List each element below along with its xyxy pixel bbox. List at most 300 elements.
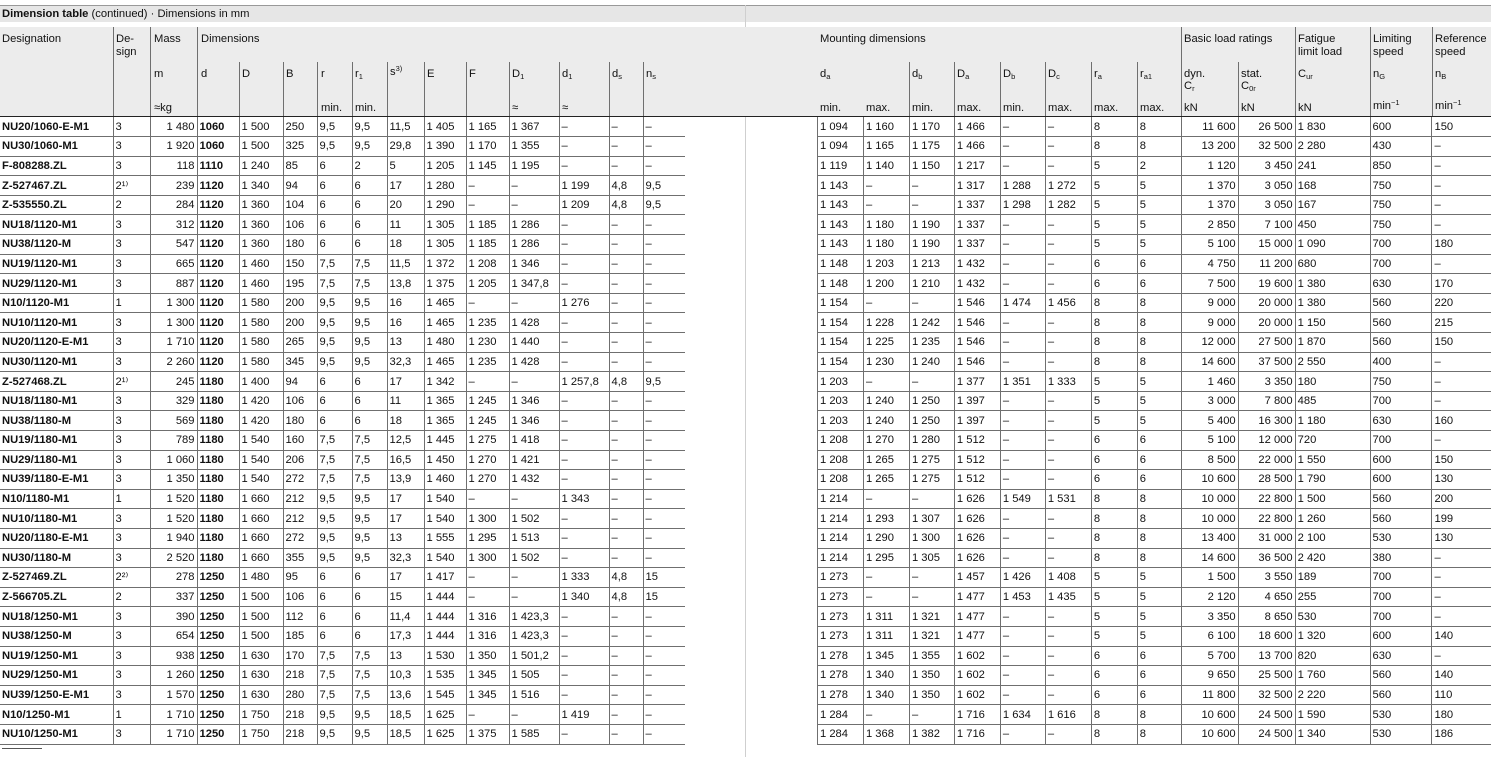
cell-F: 1 185 bbox=[466, 215, 509, 235]
cell-ng: 600 bbox=[1370, 117, 1432, 137]
cell-ds: 4,8 bbox=[609, 568, 643, 588]
cell-Db-min: 1 351 bbox=[1000, 372, 1045, 392]
table-row bbox=[0, 548, 685, 568]
table-row bbox=[0, 293, 685, 313]
cell-mass: 118 bbox=[150, 156, 197, 176]
cell-ng: 560 bbox=[1370, 489, 1432, 509]
cell-design: 3 bbox=[113, 352, 150, 372]
cell-Da-max: 1 477 bbox=[954, 626, 1000, 646]
cell-D1: – bbox=[509, 372, 559, 392]
cell-d: 1120 bbox=[197, 195, 239, 215]
cell-design: 1 bbox=[113, 489, 150, 509]
cell-da-max: 1 140 bbox=[863, 156, 909, 176]
cell-cur: 1 340 bbox=[1295, 724, 1370, 744]
cell-d: 1120 bbox=[197, 274, 239, 294]
cell-B: 94 bbox=[283, 372, 317, 392]
cell-db-min: 1 150 bbox=[909, 156, 954, 176]
cell-B: 112 bbox=[283, 607, 317, 627]
hdr-designation: Designation bbox=[2, 33, 62, 45]
cell-Dc-max: – bbox=[1045, 431, 1091, 451]
cell-Db-min: – bbox=[1000, 646, 1045, 666]
cell-ns: – bbox=[643, 352, 685, 372]
cell-da-min: 1 208 bbox=[818, 450, 864, 470]
cell-designation: NU30/1180-M bbox=[0, 548, 113, 568]
cell-ds: – bbox=[609, 470, 643, 490]
cell-F: 1 235 bbox=[466, 352, 509, 372]
cell-D1: 1 432 bbox=[509, 470, 559, 490]
cell-design: 2 bbox=[113, 587, 150, 607]
cell-c0r: 24 500 bbox=[1238, 705, 1295, 725]
cell-r1: 6 bbox=[352, 587, 387, 607]
cell-ra1-max: 6 bbox=[1137, 666, 1181, 686]
cell-D: 1 500 bbox=[239, 587, 283, 607]
cell-ds: 4,8 bbox=[609, 176, 643, 196]
cell-r1: 9,5 bbox=[352, 293, 387, 313]
cell-ra-max: 5 bbox=[1091, 411, 1137, 431]
cell-designation: NU29/1250-M1 bbox=[0, 666, 113, 686]
table-row bbox=[818, 254, 1491, 274]
cell-D: 1 580 bbox=[239, 293, 283, 313]
table-row bbox=[818, 685, 1491, 705]
cell-F: 1 295 bbox=[466, 528, 509, 548]
cell-D1: 1 516 bbox=[509, 685, 559, 705]
cell-r1: 9,5 bbox=[352, 137, 387, 157]
cell-c0r: 3 450 bbox=[1238, 156, 1295, 176]
cell-mass: 239 bbox=[150, 176, 197, 196]
table-row bbox=[818, 724, 1491, 744]
cell-mass: 1 480 bbox=[150, 117, 197, 137]
cell-B: 206 bbox=[283, 450, 317, 470]
cell-Da-max: 1 432 bbox=[954, 254, 1000, 274]
cell-d1: – bbox=[559, 333, 609, 353]
cell-s: 18,5 bbox=[387, 705, 424, 725]
cell-ng: 750 bbox=[1370, 372, 1432, 392]
cell-cr: 10 600 bbox=[1181, 724, 1238, 744]
hdr-r1-min: min. bbox=[355, 102, 377, 114]
cell-designation: NU19/1120-M1 bbox=[0, 254, 113, 274]
cell-d1: – bbox=[559, 450, 609, 470]
cell-E: 1 460 bbox=[424, 470, 466, 490]
table-row bbox=[818, 176, 1491, 196]
cell-ra-max: 5 bbox=[1091, 626, 1137, 646]
cell-db-min: – bbox=[909, 568, 954, 588]
cell-design: 2 bbox=[113, 195, 150, 215]
cell-cr: 1 460 bbox=[1181, 372, 1238, 392]
hdr-cur: $C_{ur}$ bbox=[1298, 68, 1313, 81]
cell-cr: 3 000 bbox=[1181, 391, 1238, 411]
cell-da-max: 1 240 bbox=[863, 411, 909, 431]
cell-design: 3 bbox=[113, 431, 150, 451]
cell-da-min: 1 119 bbox=[818, 156, 864, 176]
cell-s: 32,3 bbox=[387, 548, 424, 568]
cell-Dc-max: – bbox=[1045, 509, 1091, 529]
cell-d1: – bbox=[559, 274, 609, 294]
cell-D1: 1 346 bbox=[509, 391, 559, 411]
cell-ds: 4,8 bbox=[609, 195, 643, 215]
cell-ns: – bbox=[643, 685, 685, 705]
cell-da-max: 1 368 bbox=[863, 724, 909, 744]
cell-Da-max: 1 466 bbox=[954, 117, 1000, 137]
cell-Db-min: – bbox=[1000, 117, 1045, 137]
cell-B: 106 bbox=[283, 391, 317, 411]
cell-mass: 337 bbox=[150, 587, 197, 607]
cell-da-min: 1 208 bbox=[818, 470, 864, 490]
cell-E: 1 375 bbox=[424, 274, 466, 294]
cell-s: 20 bbox=[387, 195, 424, 215]
cell-D1: – bbox=[509, 293, 559, 313]
cell-nb: 199 bbox=[1432, 509, 1491, 529]
cell-da-max: – bbox=[863, 489, 909, 509]
cell-ng: 750 bbox=[1370, 215, 1432, 235]
cell-cur: 189 bbox=[1295, 568, 1370, 588]
cell-cur: 1 320 bbox=[1295, 626, 1370, 646]
cell-D: 1 630 bbox=[239, 685, 283, 705]
cell-D: 1 480 bbox=[239, 568, 283, 588]
cell-cur: 1 260 bbox=[1295, 509, 1370, 529]
hdr-col-ns: $n_s$ bbox=[646, 68, 656, 81]
table-row bbox=[0, 666, 685, 686]
cell-d: 1120 bbox=[197, 352, 239, 372]
cell-nb: – bbox=[1432, 548, 1491, 568]
cell-d: 1060 bbox=[197, 137, 239, 157]
cell-Da-max: 1 337 bbox=[954, 235, 1000, 255]
cell-s: 13,9 bbox=[387, 470, 424, 490]
cell-r: 9,5 bbox=[317, 724, 352, 744]
hdr-limiting-1: Limiting bbox=[1373, 33, 1412, 45]
cell-cr: 4 750 bbox=[1181, 254, 1238, 274]
cell-r: 6 bbox=[317, 587, 352, 607]
cell-c0r: 11 200 bbox=[1238, 254, 1295, 274]
cell-d: 1180 bbox=[197, 450, 239, 470]
cell-ds: – bbox=[609, 411, 643, 431]
cell-ra-max: 8 bbox=[1091, 724, 1137, 744]
cell-mass: 245 bbox=[150, 372, 197, 392]
cell-da-max: 1 270 bbox=[863, 431, 909, 451]
cell-ng: 560 bbox=[1370, 685, 1432, 705]
cell-ns: – bbox=[643, 489, 685, 509]
cell-c0r: 3 350 bbox=[1238, 372, 1295, 392]
cell-Da-max: 1 432 bbox=[954, 274, 1000, 294]
cell-cur: 241 bbox=[1295, 156, 1370, 176]
cell-mass: 654 bbox=[150, 626, 197, 646]
cell-da-max: – bbox=[863, 372, 909, 392]
table-row bbox=[818, 313, 1491, 333]
hdr-reference-2: speed bbox=[1435, 46, 1466, 58]
cell-B: 345 bbox=[283, 352, 317, 372]
cell-ns: 15 bbox=[643, 587, 685, 607]
cell-Da-max: 1 337 bbox=[954, 195, 1000, 215]
cell-ng: 560 bbox=[1370, 666, 1432, 686]
cell-Dc-max: – bbox=[1045, 450, 1091, 470]
cell-cr: 8 500 bbox=[1181, 450, 1238, 470]
cell-designation: NU30/1060-M1 bbox=[0, 137, 113, 157]
hdr-col-F: F bbox=[469, 68, 476, 80]
cell-d: 1120 bbox=[197, 235, 239, 255]
cell-da-min: 1 148 bbox=[818, 254, 864, 274]
table-row bbox=[0, 685, 685, 705]
cell-ns: 9,5 bbox=[643, 372, 685, 392]
cell-design: 3 bbox=[113, 391, 150, 411]
cell-da-max: 1 311 bbox=[863, 607, 909, 627]
cell-d: 1180 bbox=[197, 489, 239, 509]
cell-ra1-max: 5 bbox=[1137, 587, 1181, 607]
cell-s: 11,5 bbox=[387, 117, 424, 137]
cell-c0r: 19 600 bbox=[1238, 274, 1295, 294]
cell-r: 9,5 bbox=[317, 705, 352, 725]
cell-c0r: 28 500 bbox=[1238, 470, 1295, 490]
cell-ds: – bbox=[609, 117, 643, 137]
cell-E: 1 465 bbox=[424, 352, 466, 372]
cell-ng: 850 bbox=[1370, 156, 1432, 176]
table-row bbox=[818, 117, 1491, 137]
cell-db-min: 1 240 bbox=[909, 352, 954, 372]
cell-D: 1 540 bbox=[239, 450, 283, 470]
cell-r1: 6 bbox=[352, 235, 387, 255]
cell-cr: 2 120 bbox=[1181, 587, 1238, 607]
cell-d1: – bbox=[559, 646, 609, 666]
cell-mass: 390 bbox=[150, 607, 197, 627]
cell-cr: 10 000 bbox=[1181, 509, 1238, 529]
cell-nb: 220 bbox=[1432, 293, 1491, 313]
cell-Db-min: 1 426 bbox=[1000, 568, 1045, 588]
cell-d: 1180 bbox=[197, 431, 239, 451]
cell-cur: 450 bbox=[1295, 215, 1370, 235]
cell-d1: – bbox=[559, 607, 609, 627]
cell-ra-max: 5 bbox=[1091, 568, 1137, 588]
cell-ra-max: 8 bbox=[1091, 117, 1137, 137]
cell-Da-max: 1 626 bbox=[954, 528, 1000, 548]
table-row bbox=[818, 352, 1491, 372]
cell-designation: NU20/1180-E-M1 bbox=[0, 528, 113, 548]
cell-F: 1 316 bbox=[466, 626, 509, 646]
cell-F: – bbox=[466, 568, 509, 588]
hdr-kn-2: kN bbox=[1241, 102, 1255, 114]
table-row bbox=[0, 235, 685, 255]
cell-ds: – bbox=[609, 509, 643, 529]
cell-ra1-max: 8 bbox=[1137, 724, 1181, 744]
cell-B: 170 bbox=[283, 646, 317, 666]
cell-r: 7,5 bbox=[317, 450, 352, 470]
cell-r1: 2 bbox=[352, 156, 387, 176]
cell-D1: – bbox=[509, 705, 559, 725]
cell-db-min: 1 321 bbox=[909, 607, 954, 627]
cell-designation: Z-566705.ZL bbox=[0, 587, 113, 607]
cell-d1: – bbox=[559, 666, 609, 686]
cell-nb: – bbox=[1432, 352, 1491, 372]
hdr-stat: stat. bbox=[1241, 68, 1263, 80]
cell-da-max: – bbox=[863, 568, 909, 588]
cell-designation: NU10/1120-M1 bbox=[0, 313, 113, 333]
cell-d1: – bbox=[559, 528, 609, 548]
cell-Da-max: 1 602 bbox=[954, 646, 1000, 666]
cell-cr: 1 370 bbox=[1181, 195, 1238, 215]
table-row bbox=[818, 156, 1491, 176]
cell-ds: – bbox=[609, 450, 643, 470]
cell-Dc-max: – bbox=[1045, 235, 1091, 255]
cell-nb: 180 bbox=[1432, 705, 1491, 725]
cell-cur: 1 590 bbox=[1295, 705, 1370, 725]
cell-nb: – bbox=[1432, 372, 1491, 392]
cell-d: 1180 bbox=[197, 391, 239, 411]
cell-r1: 7,5 bbox=[352, 666, 387, 686]
cell-d1: – bbox=[559, 470, 609, 490]
cell-d: 1060 bbox=[197, 117, 239, 137]
cell-Db-min: – bbox=[1000, 626, 1045, 646]
cell-D: 1 750 bbox=[239, 705, 283, 725]
cell-d1: 1 209 bbox=[559, 195, 609, 215]
cell-da-max: 1 165 bbox=[863, 137, 909, 157]
cell-ra-max: 5 bbox=[1091, 195, 1137, 215]
cell-r: 9,5 bbox=[317, 333, 352, 353]
cell-r1: 6 bbox=[352, 176, 387, 196]
cell-s: 13,6 bbox=[387, 685, 424, 705]
cell-Db-min: 1 453 bbox=[1000, 587, 1045, 607]
cell-d1: 1 257,8 bbox=[559, 372, 609, 392]
cell-Db-min: – bbox=[1000, 528, 1045, 548]
cell-D1: 1 421 bbox=[509, 450, 559, 470]
hdr-col-Db: $D_b$ bbox=[1003, 68, 1016, 81]
cell-d1: – bbox=[559, 215, 609, 235]
table-row bbox=[0, 372, 685, 392]
cell-D: 1 660 bbox=[239, 528, 283, 548]
cell-designation: NU39/1180-E-M1 bbox=[0, 470, 113, 490]
cell-ds: – bbox=[609, 607, 643, 627]
cell-c0r: 26 500 bbox=[1238, 117, 1295, 137]
table-row bbox=[818, 372, 1491, 392]
cell-ds: – bbox=[609, 528, 643, 548]
cell-cr: 10 600 bbox=[1181, 705, 1238, 725]
cell-ds: – bbox=[609, 274, 643, 294]
cell-r: 6 bbox=[317, 411, 352, 431]
cell-designation: Z-527468.ZL bbox=[0, 372, 113, 392]
cell-r: 7,5 bbox=[317, 685, 352, 705]
cell-Da-max: 1 317 bbox=[954, 176, 1000, 196]
cell-D: 1 460 bbox=[239, 274, 283, 294]
cell-mass: 1 710 bbox=[150, 333, 197, 353]
cell-F: 1 275 bbox=[466, 431, 509, 451]
table-row bbox=[0, 431, 685, 451]
cell-E: 1 555 bbox=[424, 528, 466, 548]
cell-B: 218 bbox=[283, 705, 317, 725]
cell-F: 1 375 bbox=[466, 724, 509, 744]
cell-ra1-max: 8 bbox=[1137, 548, 1181, 568]
cell-D: 1 400 bbox=[239, 372, 283, 392]
cell-cr: 9 000 bbox=[1181, 313, 1238, 333]
cell-E: 1 465 bbox=[424, 293, 466, 313]
cell-ds: 4,8 bbox=[609, 587, 643, 607]
cell-D: 1 360 bbox=[239, 195, 283, 215]
table-row bbox=[0, 117, 685, 137]
cell-d: 1120 bbox=[197, 313, 239, 333]
cell-E: 1 625 bbox=[424, 724, 466, 744]
cell-da-max: 1 180 bbox=[863, 215, 909, 235]
cell-d: 1180 bbox=[197, 470, 239, 490]
cell-F: 1 205 bbox=[466, 274, 509, 294]
cell-db-min: 1 170 bbox=[909, 117, 954, 137]
cell-Db-min: – bbox=[1000, 607, 1045, 627]
cell-Dc-max: 1 616 bbox=[1045, 705, 1091, 725]
cell-c0r: 24 500 bbox=[1238, 724, 1295, 744]
hdr-design-2: sign bbox=[116, 46, 137, 58]
cell-ds: – bbox=[609, 626, 643, 646]
cell-D: 1 750 bbox=[239, 724, 283, 744]
cell-r: 6 bbox=[317, 156, 352, 176]
cell-da-max: 1 290 bbox=[863, 528, 909, 548]
cell-ng: 430 bbox=[1370, 137, 1432, 157]
cell-ra-max: 8 bbox=[1091, 705, 1137, 725]
cell-D1: – bbox=[509, 176, 559, 196]
cell-ng: 750 bbox=[1370, 176, 1432, 196]
cell-ds: – bbox=[609, 646, 643, 666]
cell-d: 1250 bbox=[197, 646, 239, 666]
cell-cr: 11 600 bbox=[1181, 117, 1238, 137]
cell-d: 1120 bbox=[197, 215, 239, 235]
cell-E: 1 480 bbox=[424, 333, 466, 353]
cell-ns: 9,5 bbox=[643, 195, 685, 215]
cell-Da-max: 1 512 bbox=[954, 450, 1000, 470]
cell-ra1-max: 6 bbox=[1137, 646, 1181, 666]
table-row bbox=[0, 274, 685, 294]
cell-Db-min: 1 549 bbox=[1000, 489, 1045, 509]
cell-D1: 1 428 bbox=[509, 352, 559, 372]
hdr-nb: $n_B$ bbox=[1435, 68, 1447, 81]
hdr-col-da: $d_a$ bbox=[820, 68, 831, 81]
cell-F: – bbox=[466, 176, 509, 196]
table-row bbox=[0, 450, 685, 470]
cell-Db-min: – bbox=[1000, 548, 1045, 568]
cell-ra-max: 5 bbox=[1091, 391, 1137, 411]
cell-Db-min: 1 298 bbox=[1000, 195, 1045, 215]
title-bold: Dimension table bbox=[2, 8, 89, 20]
cell-Dc-max: – bbox=[1045, 215, 1091, 235]
title-rest: (continued) · Dimensions in mm bbox=[88, 8, 250, 20]
cell-E: 1 535 bbox=[424, 666, 466, 686]
cell-d1: – bbox=[559, 156, 609, 176]
cell-B: 280 bbox=[283, 685, 317, 705]
cell-d1: – bbox=[559, 548, 609, 568]
cell-E: 1 545 bbox=[424, 685, 466, 705]
hdr-col-r: r bbox=[321, 68, 325, 80]
cell-cr: 3 350 bbox=[1181, 607, 1238, 627]
cell-cur: 167 bbox=[1295, 195, 1370, 215]
cell-ng: 380 bbox=[1370, 548, 1432, 568]
cell-c0r: 13 700 bbox=[1238, 646, 1295, 666]
cell-nb: 150 bbox=[1432, 117, 1491, 137]
cell-B: 200 bbox=[283, 313, 317, 333]
cell-r: 7,5 bbox=[317, 666, 352, 686]
cell-ng: 630 bbox=[1370, 274, 1432, 294]
hdr-sub-5: max. bbox=[1048, 102, 1073, 114]
cell-mass: 938 bbox=[150, 646, 197, 666]
cell-ns: – bbox=[643, 215, 685, 235]
cell-cur: 485 bbox=[1295, 391, 1370, 411]
table-row bbox=[818, 293, 1491, 313]
cell-ra1-max: 5 bbox=[1137, 235, 1181, 255]
cell-E: 1 445 bbox=[424, 431, 466, 451]
cell-F: 1 208 bbox=[466, 254, 509, 274]
cell-designation: NU30/1120-M1 bbox=[0, 352, 113, 372]
cell-s: 13 bbox=[387, 333, 424, 353]
cell-F: 1 245 bbox=[466, 411, 509, 431]
cell-nb: – bbox=[1432, 195, 1491, 215]
cell-r1: 9,5 bbox=[352, 548, 387, 568]
cell-ra1-max: 8 bbox=[1137, 313, 1181, 333]
cell-D1: 1 513 bbox=[509, 528, 559, 548]
cell-D: 1 500 bbox=[239, 117, 283, 137]
cell-F: 1 270 bbox=[466, 470, 509, 490]
cell-cr: 9 650 bbox=[1181, 666, 1238, 686]
cell-ns: – bbox=[643, 705, 685, 725]
